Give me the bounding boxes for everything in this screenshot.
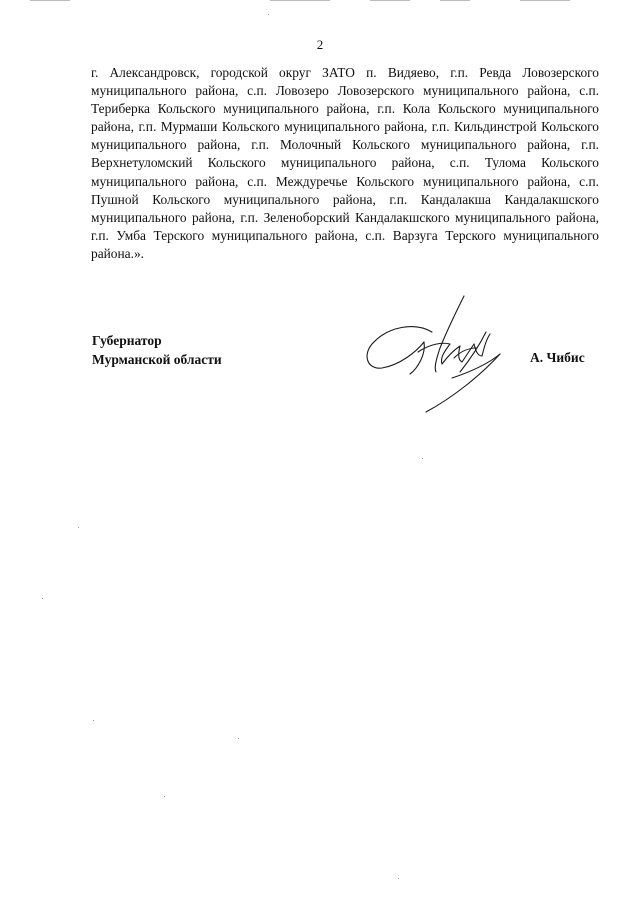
signatory-name: А. Чибис: [530, 350, 585, 365]
signatory-title-line-2: Мурманской области: [92, 352, 222, 367]
signatory-title: [92, 331, 222, 369]
body-paragraph: г. Александровск, городской округ ЗАТО п. Видяево, г.п. Ревда Ловозерского муниципального района, с.п. Ловозеро Ловозерского муниципального района, с.п. Териберка Кольского муниципального района, г.п. Кола Кольского муниципального района, г.п. Мурмаши Кольского муниципального района, г.п. Кильдинстрой Кольского муниципального района, г.п. Молочный Кольского муниципального района, г.п. Верхнетуломский Кольского муниципального района, с.п. Тулома Кольского муниципального района, с.п. Междуречье Кольского муниципального района, с.п. Пушной Кольского муниципального района, г.п. Кандалакша Кандалакшского муниципального района, г.п. Зеленоборский Кандалакшского муниципального района, г.п. Умба Терского муниципального района, с.п. Варзуга Терского муниципального района.».: [91, 65, 599, 261]
page-number: 2: [316, 37, 324, 52]
handwritten-signature: [360, 292, 510, 417]
signatory-title-line-1: Губернатор: [92, 333, 162, 348]
